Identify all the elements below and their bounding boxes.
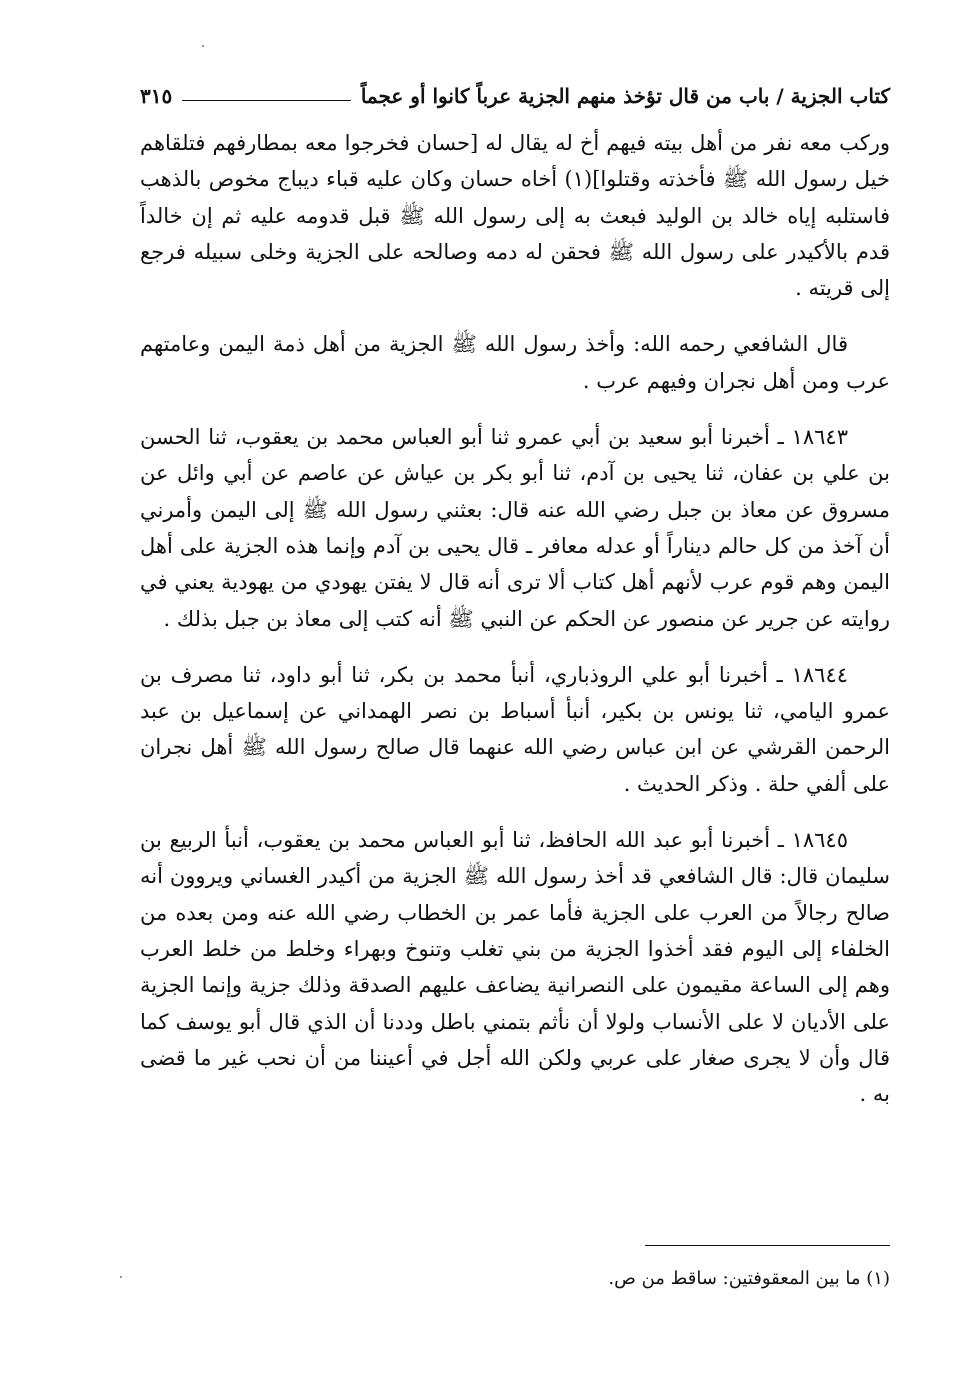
footnote: (١) ما بين المعقوفتين: ساقط من ص. bbox=[608, 1268, 890, 1289]
footnote-separator bbox=[645, 1245, 890, 1246]
scan-speck bbox=[202, 45, 204, 47]
running-header bbox=[140, 76, 890, 116]
page-number: ٣١٥ bbox=[140, 84, 173, 108]
hadith-18645: ١٨٦٤٥ ـ أخبرنا أبو عبد الله الحافظ، ثنا أبو العباس محمد بن يعقوب، أنبأ الربيع بن سليمان قال: قال الشافعي قد أخذ رسول الله ﷺ الجزية من أكيدر الغساني ويروون أنه صالح رجالاً من العرب على الجزية فأما عمر بن الخطاب رضي الله عنه ومن بعده من الخلفاء إلى اليوم فقد أخذوا الجزية من بني تغلب وتنوخ وبهراء وخلط من خلط العرب وهم إلى الساعة مقيمون على النصرانية يضاعف عليهم الصدقة وذلك جزية وإنما الجزية على الأديان لا على الأنساب ولولا أن نأثم بتمني باطل وددنا أن الذي قال أبو يوسف كما قال وأن لا يجرى صغار على عربي ولكن الله أجل في أعيننا من أن نحب غير ما قضى به . bbox=[140, 828, 890, 1107]
hadith-18644: ١٨٦٤٤ ـ أخبرنا أبو علي الروذباري، أنبأ محمد بن بكر، ثنا أبو داود، ثنا مصرف بن عمرو اليامي، ثنا يونس بن بكير، أنبأ أسباط بن نصر الهمداني عن إسماعيل بن عبد الرحمن القرشي عن ابن عباس رضي الله عنهما قال صالح رسول الله ﷺ أهل نجران على ألفي حلة . وذكر الحديث . bbox=[140, 662, 890, 796]
running-header-title: كتاب الجزية / باب من قال تؤخذ منهم الجزية عرباً كانوا أو عجماً bbox=[360, 84, 890, 108]
scan-speck bbox=[120, 1276, 122, 1278]
paragraph-shafii-quote: قال الشافعي رحمه الله: وأخذ رسول الله ﷺ الجزية من أهل ذمة اليمن وعامتهم عرب ومن أهل نجران وفيهم عرب . bbox=[140, 332, 890, 393]
header-rule bbox=[182, 100, 351, 101]
paragraph-continuation: وركب معه نفر من أهل بيته فيهم أخ له يقال له [حسان فخرجوا معه بمطارفهم فتلقاهم خيل رسول الله ﷺ فأخذته وقتلوا](١) أخاه حسان وكان عليه قباء ديباج مخوص بالذهب فاستلبه إياه خالد بن الوليد فبعث به إلى رسول الله ﷺ قبل قدومه عليه ثم إن خالداً قدم بالأكيدر على رسول الله ﷺ فحقن له دمه وصالحه على الجزية وخلى سبيله فرجع إلى قريته . bbox=[140, 131, 891, 301]
hadith-18643: ١٨٦٤٣ ـ أخبرنا أبو سعيد بن أبي عمرو ثنا أبو العباس محمد بن يعقوب، ثنا الحسن بن علي بن عفان، ثنا يحيى بن آدم، ثنا أبو بكر بن عياش عن عاصم عن أبي وائل عن مسروق عن معاذ بن جبل رضي الله عنه قال: بعثني رسول الله ﷺ إلى اليمن وأمرني أن آخذ من كل حالم ديناراً أو عدله معافر ـ قال يحيى بن آدم وإنما هذه الجزية على أهل اليمن وهم قوم عرب لأنهم أهل كتاب ألا ترى أنه قال لا يفتن يهودي من يهودية يعني في روايته عن جرير عن منصور عن الحكم عن النبي ﷺ أنه كتب إلى معاذ بن جبل بذلك . bbox=[140, 425, 890, 631]
main-text bbox=[140, 125, 890, 1112]
